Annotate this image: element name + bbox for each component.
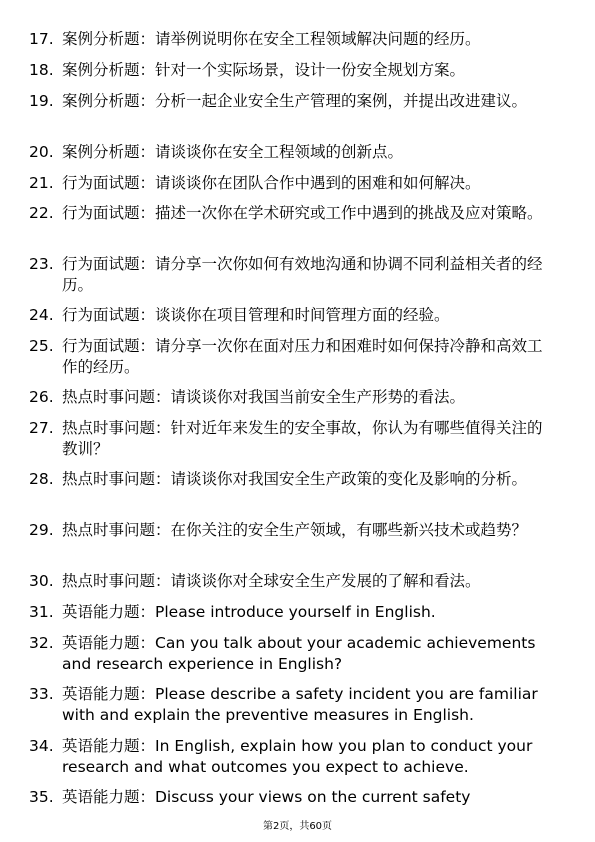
question-text: 行为面试题：谈谈你在项目管理和时间管理方面的经验。 [62,306,450,324]
question-text: 英语能力题：Please introduce yourself in English. [62,603,436,621]
question-text: 英语能力题：Can you talk about your academic achievements and research experience in English? [62,634,536,673]
question-number: 28. [29,470,54,488]
question-number: 22. [29,204,54,222]
question-text: 热点时事问题：请谈谈你对我国安全生产政策的变化及影响的分析。 [62,470,528,488]
question-number: 19. [29,92,54,110]
question-text: 案例分析题：针对一个实际场景，设计一份安全规划方案。 [62,61,466,79]
question-text: 英语能力题：Please describe a safety incident you are familiar with and explain the preventive measures in English. [62,685,538,724]
question-text: 热点时事问题：请谈谈你对全球安全生产发展的了解和看法。 [62,572,481,590]
question-text: 案例分析题：请谈谈你在安全工程领域的创新点。 [62,143,404,161]
question-number: 32. [29,634,54,652]
question-number: 26. [29,388,54,406]
question-number: 33. [29,685,54,703]
question-number: 29. [29,521,54,539]
question-number: 31. [29,603,54,621]
question-number: 27. [29,419,54,437]
question-text: 行为面试题：请分享一次你在面对压力和困难时如何保持冷静和高效工作的经历。 [62,337,543,376]
question-number: 23. [29,255,54,273]
question-text: 行为面试题：描述一次你在学术研究或工作中遇到的挑战及应对策略。 [62,204,543,222]
question-text: 热点时事问题：针对近年来发生的安全事故，你认为有哪些值得关注的教训？ [62,419,543,458]
question-text: 英语能力题：In English, explain how you plan to conduct your research and what outcomes you expect to achieve. [62,737,533,776]
question-number: 21. [29,174,54,192]
question-number: 35. [29,788,54,806]
question-number: 18. [29,61,54,79]
page-footer: 第2页，共60页 [262,821,333,832]
question-text: 行为面试题：请谈谈你在团队合作中遇到的困难和如何解决。 [62,174,481,192]
question-number: 24. [29,306,54,324]
question-text: 案例分析题：分析一起企业安全生产管理的案例，并提出改进建议。 [62,92,528,110]
question-number: 34. [29,737,54,755]
question-number: 17. [29,30,54,48]
question-text: 英语能力题：Discuss your views on the current safety [62,788,471,806]
question-number: 20. [29,143,54,161]
question-number: 30. [29,572,54,590]
question-text: 行为面试题：请分享一次你如何有效地沟通和协调不同利益相关者的经历。 [62,255,543,294]
question-text: 案例分析题：请举例说明你在安全工程领域解决问题的经历。 [62,30,481,48]
question-number: 25. [29,337,54,355]
question-text: 热点时事问题：请谈谈你对我国当前安全生产形势的看法。 [62,388,466,406]
question-text: 热点时事问题：在你关注的安全生产领域，有哪些新兴技术或趋势？ [62,521,528,539]
